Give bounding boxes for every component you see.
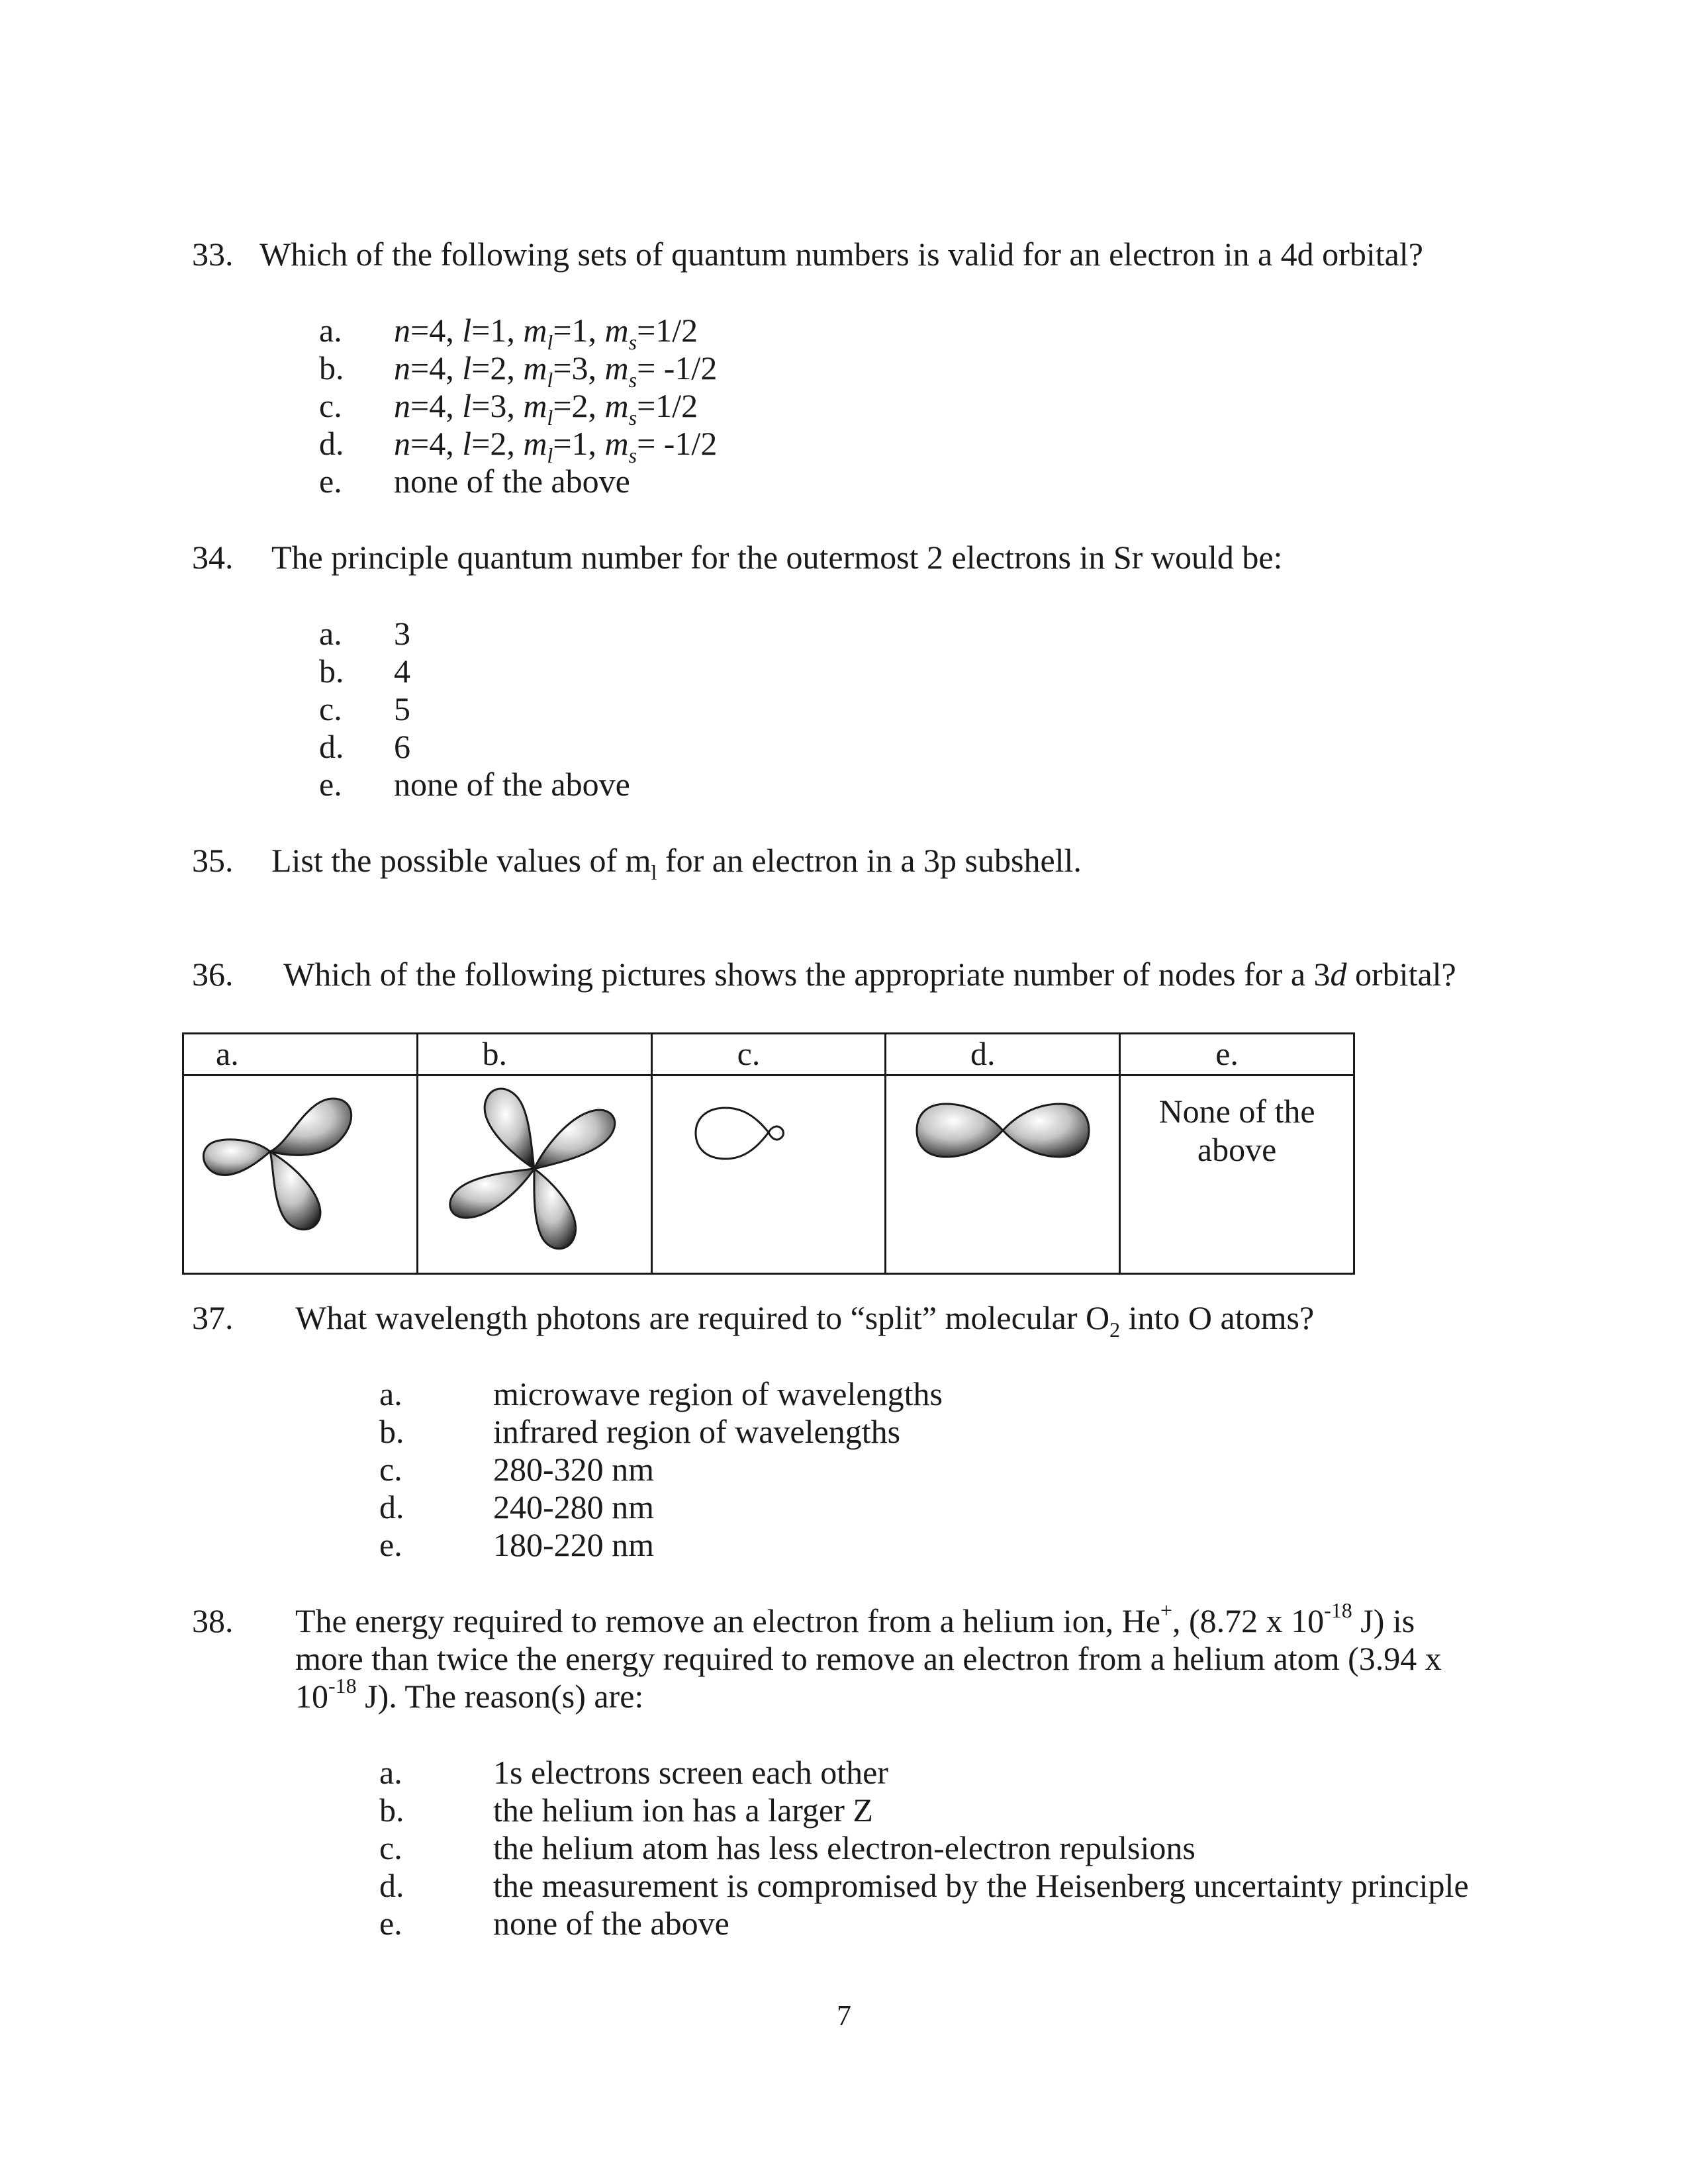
q38-text-line2: more than twice the energy required to remove an electron from a helium atom (3.94 x xyxy=(295,1640,1442,1677)
q34-number: 34. xyxy=(192,539,234,576)
q34-text: The principle quantum number for the outermost 2 electrons in Sr would be: xyxy=(271,539,1283,576)
q33-option-d: n=4, l=2, $m_l=1$, $m_s= -1/2$ xyxy=(394,425,718,467)
q35-number: 35. xyxy=(192,842,234,879)
q38-option-d: the measurement is compromised by the Heisenberg uncertainty principle xyxy=(493,1867,1469,1904)
q36-header-c: c. xyxy=(651,1034,886,1075)
q38-option-c-letter: c. xyxy=(379,1829,402,1866)
q36-e-text-line1: None of the xyxy=(1158,1093,1315,1130)
q38-text-line1: The energy required to remove an electron from a helium ion, He+, (8.72 x $10^{-18}$ J) is xyxy=(295,1598,1415,1639)
q38-option-b: the helium ion has a larger Z xyxy=(493,1792,873,1829)
q38-option-a-letter: a. xyxy=(379,1754,402,1791)
q34-option-e: none of the above xyxy=(394,766,630,803)
q37-option-b: infrared region of wavelengths xyxy=(493,1413,901,1450)
q35-text: List the possible values of $m_l$ for an electron in a 3p subshell. xyxy=(271,842,1082,884)
q34-option-b-letter: b. xyxy=(319,653,344,690)
orbital-outline-lobe-image xyxy=(656,1076,881,1208)
q37-option-c: 280-320 nm xyxy=(493,1451,655,1488)
q33-option-a-letter: a. xyxy=(319,312,342,349)
q37-option-a: microwave region of wavelengths xyxy=(493,1375,943,1412)
q37-number: 37. xyxy=(192,1299,234,1336)
q36-cell-b xyxy=(417,1075,651,1274)
q36-header-d: d. xyxy=(886,1034,1120,1075)
q33-option-d-letter: d. xyxy=(319,425,344,462)
orbital-two-lobe-image xyxy=(890,1076,1115,1208)
q37-option-e: 180-220 nm xyxy=(493,1526,655,1563)
q33-option-c: n=4, l=3, $m_l=2$, $m_s=1/2$ xyxy=(394,387,698,430)
page-number: 7 xyxy=(837,1999,851,2032)
q33-text: Which of the following sets of quantum numbers is valid for an electron in a 4d orbital? xyxy=(259,236,1423,273)
q37-text: What wavelength photons are required to “split” molecular $O_2$ into O atoms? xyxy=(295,1299,1315,1342)
q36-header-b: b. xyxy=(417,1034,651,1075)
q38-option-e: none of the above xyxy=(493,1905,729,1942)
orbital-three-lobe-image xyxy=(187,1076,412,1255)
q36-cell-e xyxy=(1120,1075,1354,1274)
q36-number: 36. xyxy=(192,956,234,993)
q37-option-d: 240-280 nm xyxy=(493,1488,655,1525)
q36-cell-d xyxy=(886,1075,1120,1274)
q38-option-c: the helium atom has less electron-electron repulsions xyxy=(493,1829,1196,1866)
q34-option-a-letter: a. xyxy=(319,615,342,652)
q33-option-b: n=4, l=2, $m_l=3$, $m_s= -1/2$ xyxy=(394,349,718,392)
q34-option-c: 5 xyxy=(394,690,410,727)
q36-header-a: a. xyxy=(183,1034,418,1075)
q33-option-e: none of the above xyxy=(394,463,630,500)
q38-option-a: 1s electrons screen each other xyxy=(493,1754,888,1791)
q36-cell-a xyxy=(183,1075,418,1274)
q37-option-b-letter: b. xyxy=(379,1413,404,1450)
q37-option-e-letter: e. xyxy=(379,1526,402,1563)
q34-option-b: 4 xyxy=(394,653,410,690)
q38-text-line3: $10^{-18}$ J). The reason(s) are: xyxy=(295,1674,644,1715)
q38-number: 38. xyxy=(192,1602,234,1639)
q37-option-d-letter: d. xyxy=(379,1488,404,1525)
q37-option-c-letter: c. xyxy=(379,1451,402,1488)
q38-option-d-letter: d. xyxy=(379,1867,404,1904)
orbital-four-lobe-image xyxy=(422,1076,647,1265)
q33-number: 33. xyxy=(192,236,234,273)
q34-option-d-letter: d. xyxy=(319,728,344,765)
q33-option-b-letter: b. xyxy=(319,349,344,387)
q36-e-text-line2: above xyxy=(1197,1131,1277,1168)
q34-option-d: 6 xyxy=(394,728,410,765)
q33-option-e-letter: e. xyxy=(319,463,342,500)
q36-cell-c xyxy=(651,1075,886,1274)
q34-option-a: 3 xyxy=(394,615,410,652)
q38-option-e-letter: e. xyxy=(379,1905,402,1942)
q38-option-b-letter: b. xyxy=(379,1792,404,1829)
q33-option-a: n=4, l=1, $m_l=1$, $m_s=1/2$ xyxy=(394,312,698,354)
q37-option-a-letter: a. xyxy=(379,1375,402,1412)
q33-option-c-letter: c. xyxy=(319,387,342,424)
q36-header-e: e. xyxy=(1120,1034,1354,1075)
q34-option-e-letter: e. xyxy=(319,766,342,803)
q36-answer-table xyxy=(182,1032,1355,1275)
q34-option-c-letter: c. xyxy=(319,690,342,727)
q36-text: Which of the following pictures shows the appropriate number of nodes for a 3d orbital? xyxy=(283,956,1456,993)
